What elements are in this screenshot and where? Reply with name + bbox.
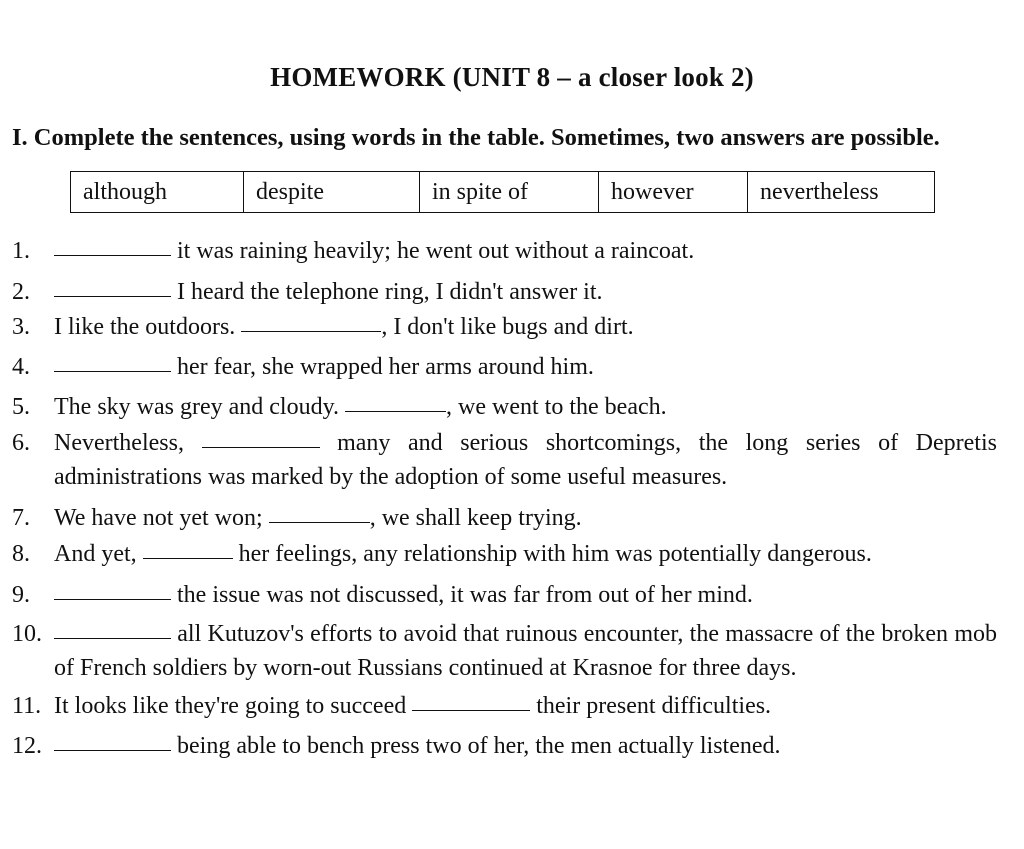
question-text-after: being able to bench press two of her, the men actually listened.	[171, 733, 781, 759]
answer-blank[interactable]	[241, 330, 381, 332]
question-text-after: , we went to the beach.	[446, 394, 667, 420]
word-bank-cell: nevertheless	[748, 172, 935, 213]
answer-blank[interactable]	[54, 370, 171, 372]
question-text-after: the issue was not discussed, it was far from out of her mind.	[171, 582, 753, 608]
question-number: 7.	[12, 505, 30, 531]
answer-blank[interactable]	[54, 637, 171, 639]
question-text-after: her feelings, any relationship with him was potentially dangerous.	[232, 541, 872, 567]
answer-blank[interactable]	[54, 749, 171, 751]
question-number: 9.	[12, 582, 30, 608]
question-text-before: Nevertheless,	[54, 430, 202, 456]
question-text-before: It looks like they're going to succeed	[54, 693, 413, 719]
answer-blank[interactable]	[143, 557, 233, 559]
answer-blank[interactable]	[269, 521, 370, 523]
question-7	[12, 501, 997, 535]
question-12	[12, 729, 997, 763]
question-text-after: I heard the telephone ring, I didn't answer it.	[171, 279, 603, 305]
question-text-after: it was raining heavily; he went out without a raincoat.	[171, 238, 695, 264]
question-text-before: And yet,	[54, 541, 143, 567]
question-1	[12, 234, 997, 268]
question-text-before: I like the outdoors.	[54, 314, 242, 340]
answer-blank[interactable]	[412, 709, 530, 711]
word-bank-cell: although	[71, 172, 244, 213]
question-10	[12, 617, 997, 685]
answer-blank[interactable]	[54, 295, 171, 297]
question-5	[12, 390, 997, 424]
word-bank-cell: despite	[244, 172, 420, 213]
question-number: 6.	[12, 430, 30, 456]
question-2	[12, 275, 997, 309]
question-number: 3.	[12, 314, 30, 340]
question-8	[12, 537, 997, 571]
question-number: 10.	[12, 621, 42, 647]
word-bank-row	[71, 172, 935, 213]
question-text-before: The sky was grey and cloudy.	[54, 394, 346, 420]
question-number: 11.	[12, 693, 42, 719]
question-text-after: all Kutuzov's efforts to avoid that ruinous encounter, the massacre of the broken mob of French soldiers by worn-out Russians continued at Krasnoe for three days.	[54, 621, 997, 681]
word-bank-cell: however	[599, 172, 748, 213]
question-9	[12, 578, 997, 612]
question-6	[12, 426, 997, 494]
exercise-instruction: I. Complete the sentences, using words in the table. Sometimes, two answers are possible.	[12, 124, 940, 151]
question-text-after: , we shall keep trying.	[369, 505, 582, 531]
word-bank-cell: in spite of	[420, 172, 599, 213]
homework-title: HOMEWORK (UNIT 8 – a closer look 2)	[270, 62, 754, 92]
question-number: 12.	[12, 733, 42, 759]
question-4	[12, 350, 997, 384]
question-text-before: We have not yet won;	[54, 505, 269, 531]
question-number: 5.	[12, 394, 30, 420]
question-3	[12, 310, 997, 344]
question-number: 1.	[12, 238, 30, 264]
answer-blank[interactable]	[54, 598, 171, 600]
answer-blank[interactable]	[202, 446, 320, 448]
question-number: 8.	[12, 541, 30, 567]
question-number: 4.	[12, 354, 30, 380]
question-text-after: many and serious shortcomings, the long series of Depretis administrations was marked by the adoption of some useful measures.	[54, 430, 997, 490]
question-11	[12, 689, 997, 723]
answer-blank[interactable]	[54, 254, 171, 256]
question-number: 2.	[12, 279, 30, 305]
answer-blank[interactable]	[345, 410, 446, 412]
question-text-after: , I don't like bugs and dirt.	[381, 314, 634, 340]
word-bank-table	[70, 171, 935, 213]
question-text-after: her fear, she wrapped her arms around him.	[171, 354, 594, 380]
question-text-after: their present difficulties.	[530, 693, 772, 719]
